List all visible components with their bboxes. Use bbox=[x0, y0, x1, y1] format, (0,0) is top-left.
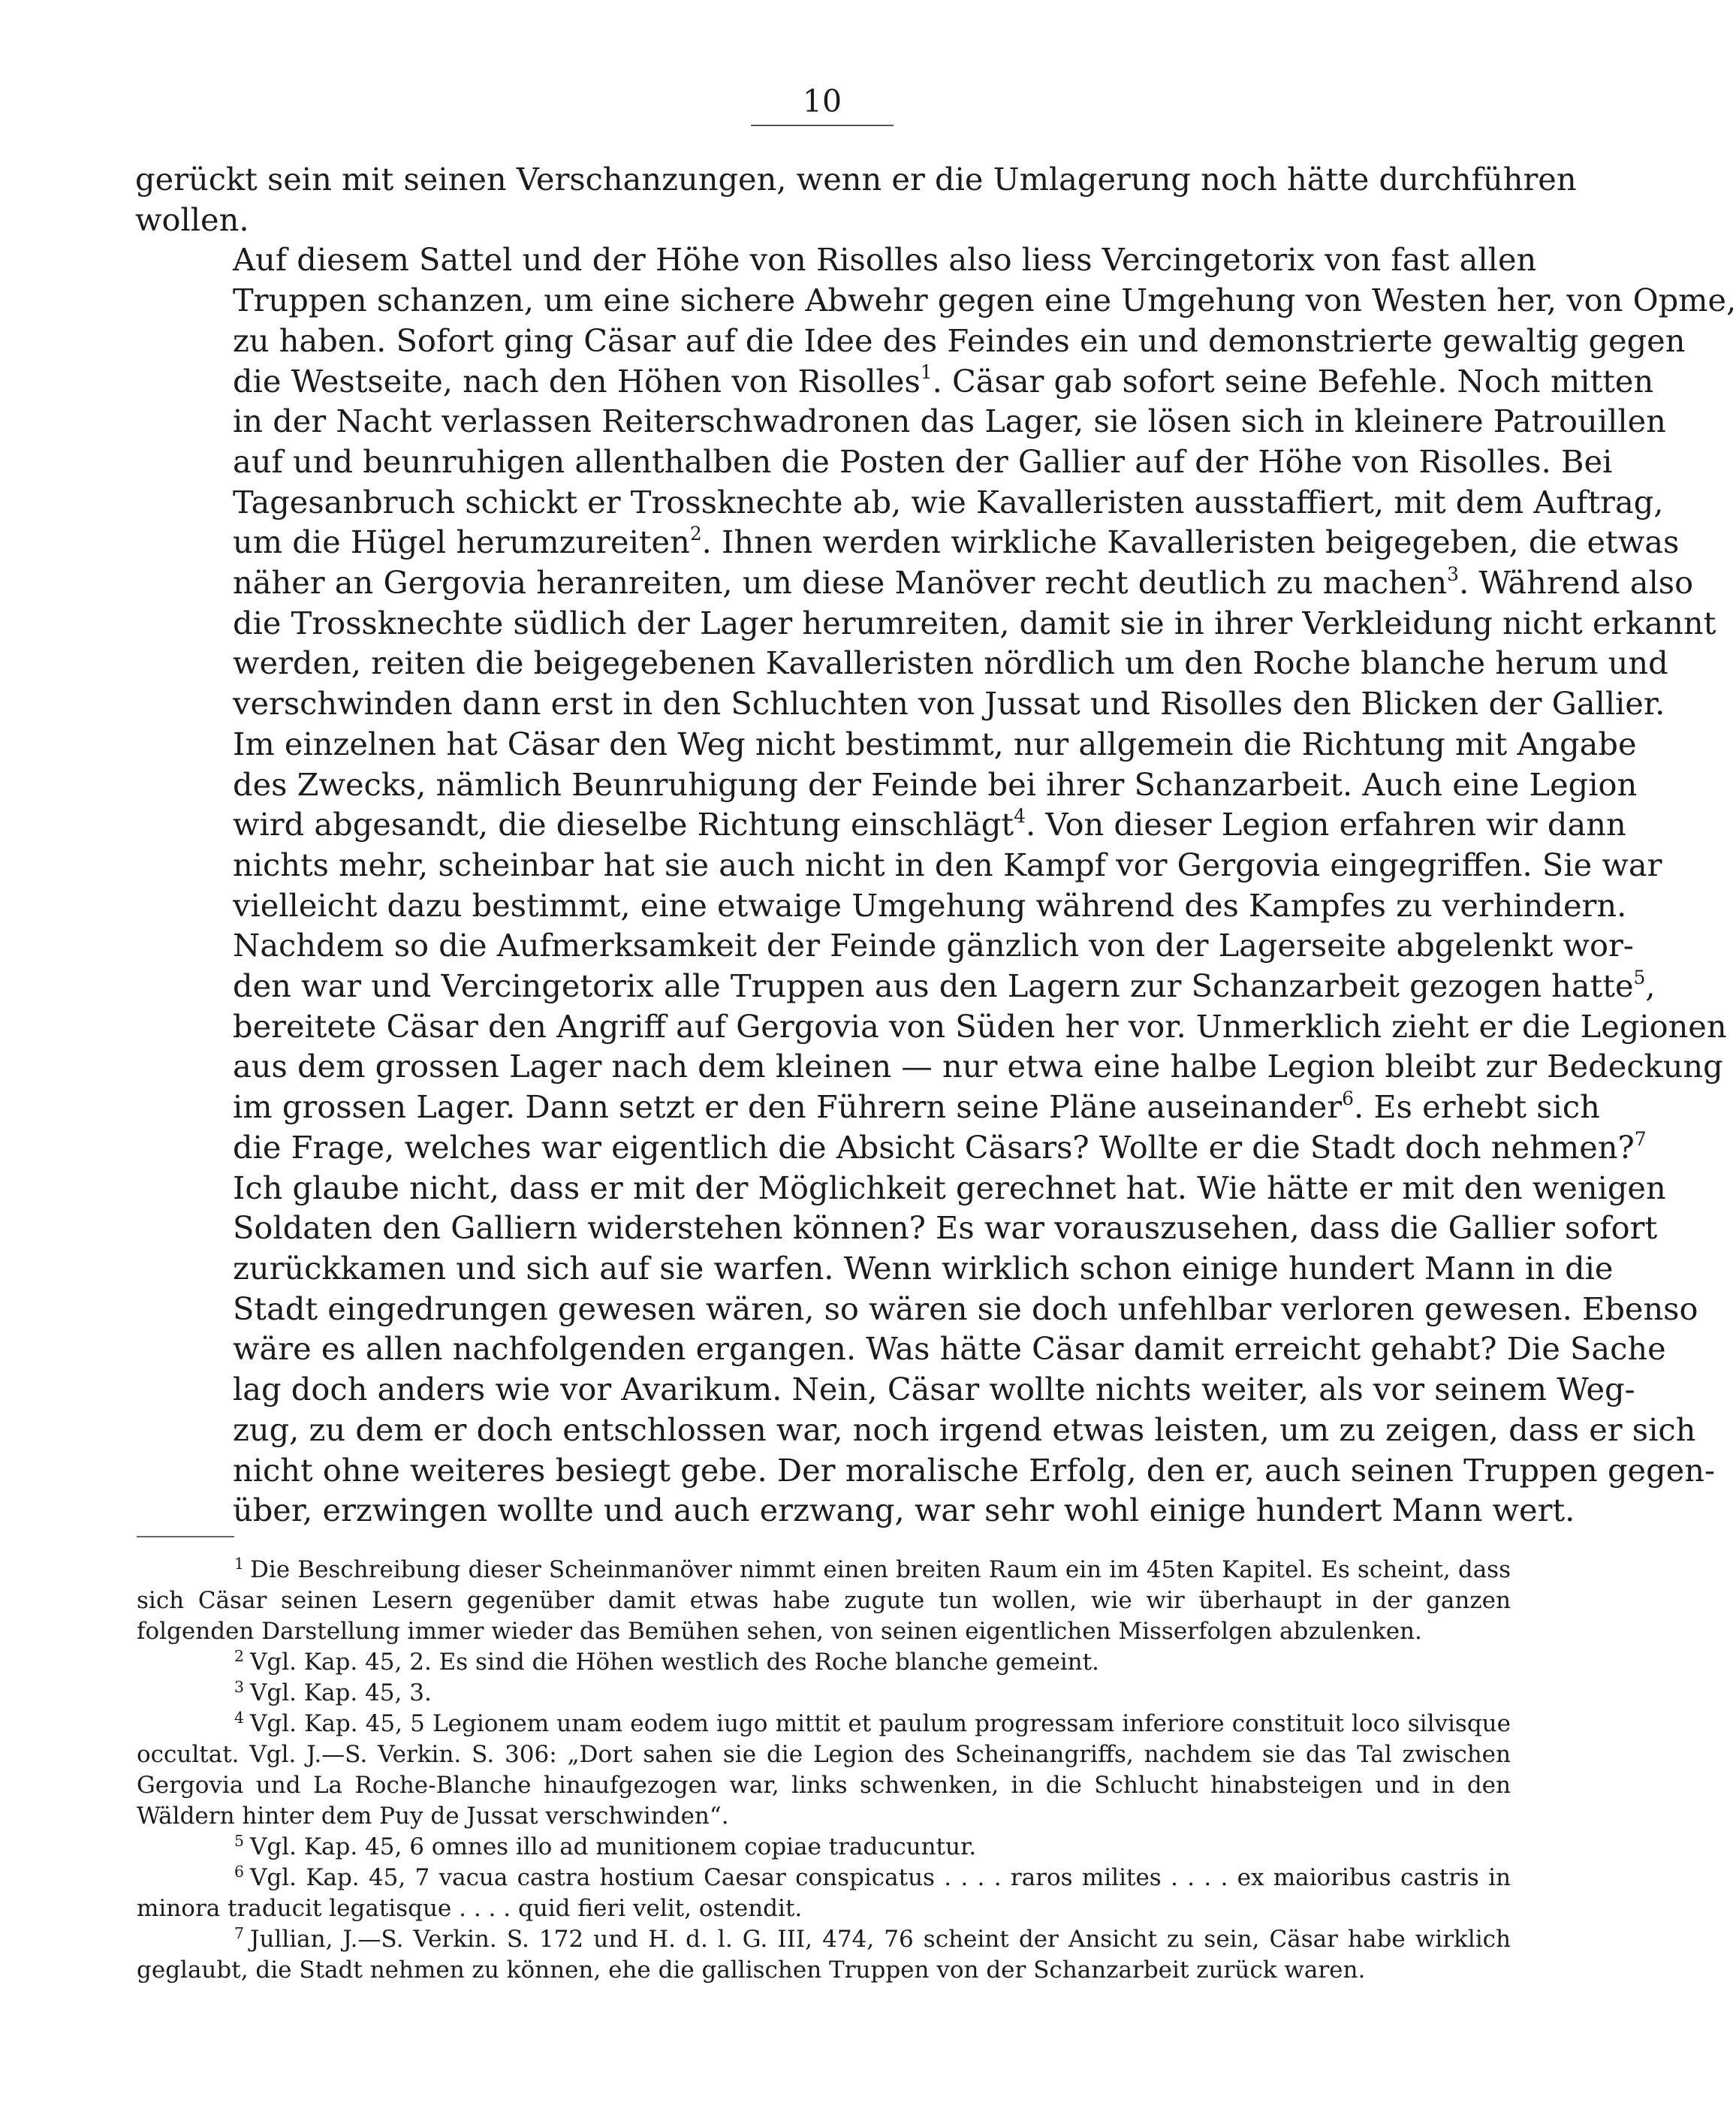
footnote-text: Vgl. Kap. 45, 5 Legionem unam eodem iugo mittit et paulum progressam inferiore constituit loco silvisque occultat. Vgl. J.—S. Verkin. S. 306: „Dort sahen sie die Legion des Scheinangriffs, nachdem sie das Tal zwischen Gergovia und La Roche-Blanche hinaufgezogen war, links schwenken, in die Schlucht hinabsteigen und in den Wäldern hinter dem Puy de Jussat verschwinden“. bbox=[137, 1710, 1511, 1830]
footnote-marker: 6 bbox=[234, 1862, 245, 1881]
text-line bbox=[135, 1490, 1575, 1531]
line-text: auf und beunruhigen allenthalben die Posten der Gallier auf der Höhe von Risolles. Bei bbox=[233, 442, 1613, 480]
line-text: über, erzwingen wollte und auch erzwang, war sehr wohl einige hundert Mann wert. bbox=[233, 1492, 1575, 1529]
footnote-4 bbox=[137, 1709, 1511, 1832]
line-text-continued: . Von dieser Legion erfahren wir dann bbox=[1025, 806, 1626, 843]
line-text: wäre es allen nachfolgenden ergangen. Was hätte Cäsar damit erreicht gehabt? Die Sache bbox=[233, 1330, 1666, 1368]
footnote-marker: 1 bbox=[234, 1554, 245, 1573]
page-number: 10 bbox=[751, 83, 894, 126]
footnote-reference: 6 bbox=[1342, 1087, 1354, 1109]
footnotes bbox=[137, 1555, 1511, 1986]
text-line bbox=[135, 563, 1694, 603]
line-text: in der Nacht verlassen Reiterschwadronen das Lager, sie lösen sich in kleinere Patrouillen bbox=[233, 403, 1666, 440]
text-line bbox=[135, 925, 1634, 966]
paragraph-3 bbox=[135, 925, 1727, 1531]
footnote-7 bbox=[137, 1924, 1511, 1986]
footnote-text: Jullian, J.—S. Verkin. S. 172 und H. d. l. G. III, 474, 76 scheint der Ansicht zu sein, Cäsar habe wirklich geglaubt, die Stadt nehmen zu können, ehe die gallischen Truppen von der Schanzarbeit zurück waren. bbox=[137, 1926, 1511, 1984]
line-text: zurückkamen und sich auf sie warfen. Wenn wirklich schon einige hundert Mann in die bbox=[233, 1249, 1614, 1287]
line-text: die Westseite, nach den Höhen von Risolles bbox=[233, 362, 921, 400]
footnote-3 bbox=[137, 1678, 1511, 1709]
footnote-marker: 5 bbox=[234, 1831, 245, 1850]
text-line bbox=[135, 643, 1668, 683]
line-text: im grossen Lager. Dann setzt er den Führern seine Pläne auseinander bbox=[233, 1088, 1343, 1126]
line-text: die Trossknechte südlich der Lager herumreiten, damit sie in ihrer Verkleidung nicht erkannt bbox=[233, 604, 1716, 641]
line-text: um die Hügel herumzureiten bbox=[233, 523, 690, 561]
footnote-text: Die Beschreibung dieser Scheinmanöver nimmt einen breiten Raum ein im 45ten Kapitel. Es scheint, dass sich Cäsar seinen Lesern gegenüber damit etwas habe zugute tun wollen, wie wir überhaupt in der ganzen folgenden Darstellung immer wieder das Bemühen sehen, von seinen eigentlichen Misserfolgen abzulenken. bbox=[137, 1556, 1511, 1645]
text-line bbox=[135, 1087, 1600, 1127]
footnote-text: Vgl. Kap. 45, 2. Es sind die Höhen westlich des Roche blanche gemeint. bbox=[250, 1649, 1099, 1676]
footnote-1 bbox=[137, 1555, 1511, 1647]
line-text: Stadt eingedrungen gewesen wären, so wären sie doch unfehlbar verloren gewesen. Ebenso bbox=[233, 1290, 1698, 1327]
footnote-5 bbox=[137, 1832, 1511, 1863]
footnote-reference: 3 bbox=[1447, 563, 1459, 585]
text-line bbox=[135, 1289, 1698, 1329]
line-text-continued: . Während also bbox=[1458, 564, 1694, 602]
text-line bbox=[135, 482, 1664, 523]
footnote-reference: 4 bbox=[1014, 804, 1026, 827]
footnote-reference: 2 bbox=[689, 523, 702, 545]
text-line bbox=[135, 1006, 1727, 1047]
line-text: des Zwecks, nämlich Beunruhigung der Feinde bei ihrer Schanzarbeit. Auch eine Legion bbox=[233, 765, 1638, 803]
footnote-reference: 7 bbox=[1634, 1127, 1647, 1150]
line-text: Im einzelnen hat Cäsar den Weg nicht bestimmt, nur allgemein die Richtung mit Angabe bbox=[233, 725, 1637, 762]
line-text: vielleicht dazu bestimmt, eine etwaige Umgehung während des Kampfes zu verhindern. bbox=[233, 886, 1627, 924]
text-line bbox=[135, 1208, 1658, 1248]
text-line: wollen. bbox=[135, 201, 249, 238]
line-text-continued: . Es erhebt sich bbox=[1353, 1088, 1600, 1126]
text-line bbox=[135, 845, 1662, 886]
footnote-text: Vgl. Kap. 45, 7 vacua castra hostium Caesar conspicatus . . . . raros milites . . . . ex maioribus castris in minora traducit legatisque . . . . quid fieri velit, ostendit. bbox=[137, 1864, 1511, 1922]
line-text: Nachdem so die Aufmerksamkeit der Feinde gänzlich von der Lagerseite abgelenkt wor- bbox=[233, 927, 1634, 964]
footnote-marker: 3 bbox=[234, 1677, 245, 1696]
footnote-reference: 5 bbox=[1633, 966, 1646, 988]
line-text: wird abgesandt, die dieselbe Richtung einschlägt bbox=[233, 806, 1014, 843]
main-text bbox=[135, 159, 1736, 1531]
text-line bbox=[135, 1369, 1635, 1410]
text-line bbox=[135, 522, 1680, 563]
line-text: Truppen schanzen, um eine sichere Abwehr gegen eine Umgehung von Westen her, von Opme, bbox=[233, 282, 1736, 319]
text-line bbox=[135, 442, 1613, 482]
line-text-continued: , bbox=[1645, 967, 1656, 1005]
line-text: die Frage, welches war eigentlich die Absicht Cäsars? Wollte er die Stadt doch nehmen? bbox=[233, 1128, 1635, 1166]
footnote-marker: 2 bbox=[234, 1646, 245, 1665]
footnote-marker: 7 bbox=[234, 1923, 245, 1942]
footnote-text: Vgl. Kap. 45, 3. bbox=[250, 1679, 432, 1706]
text-line bbox=[135, 401, 1666, 442]
text-line bbox=[135, 1127, 1647, 1168]
text-line bbox=[135, 1450, 1715, 1491]
line-text: nicht ohne weiteres besiegt gebe. Der moralische Erfolg, den er, auch seinen Truppen gegen- bbox=[233, 1451, 1715, 1489]
line-text-continued: . Cäsar gab sofort seine Befehle. Noch mitten bbox=[932, 362, 1654, 400]
footnote-divider bbox=[137, 1536, 234, 1537]
text-line bbox=[135, 1329, 1666, 1369]
line-text: Soldaten den Galliern widerstehen können? Es war vorauszusehen, dass die Gallier sofort bbox=[233, 1209, 1658, 1247]
footnote-2 bbox=[137, 1647, 1511, 1678]
line-text: bereitete Cäsar den Angriff auf Gergovia von Süden her vor. Unmerklich zieht er die Legionen bbox=[233, 1007, 1727, 1045]
text-line bbox=[135, 321, 1686, 361]
text-line bbox=[135, 966, 1656, 1006]
footnote-text: Vgl. Kap. 45, 6 omnes illo ad munitionem copiae traducuntur. bbox=[250, 1833, 977, 1860]
line-text: werden, reiten die beigegebenen Kavalleristen nördlich um den Roche blanche herum und bbox=[233, 644, 1668, 682]
line-text: Auf diesem Sattel und der Höhe von Risolles also liess Vercingetorix von fast allen bbox=[233, 241, 1537, 279]
line-text: lag doch anders wie vor Avarikum. Nein, Cäsar wollte nichts weiter, als vor seinem Weg- bbox=[233, 1371, 1635, 1408]
line-text: näher an Gergovia heranreiten, um diese Manöver recht deutlich zu machen bbox=[233, 564, 1448, 602]
line-text: den war und Vercingetorix alle Truppen aus den Lagern zur Schanzarbeit gezogen hatte bbox=[233, 967, 1634, 1005]
text-line bbox=[135, 804, 1626, 845]
footnote-reference: 1 bbox=[920, 361, 933, 384]
footnote-6 bbox=[137, 1863, 1511, 1924]
text-line bbox=[135, 724, 1637, 765]
line-text: zug, zu dem er doch entschlossen war, noch irgend etwas leisten, um zu zeigen, dass er sich bbox=[233, 1410, 1696, 1448]
line-text: zu haben. Sofort ging Cäsar auf die Idee des Feindes ein und demonstrierte gewaltig gegen bbox=[233, 321, 1686, 359]
text-line bbox=[135, 765, 1638, 805]
line-text-continued: . Ihnen werden wirkliche Kavalleristen beigegeben, die etwas bbox=[701, 523, 1680, 561]
text-line: gerückt sein mit seinen Verschanzungen, wenn er die Umlagerung noch hätte durchführen bbox=[135, 161, 1577, 198]
paragraph-1 bbox=[135, 159, 1577, 240]
text-line bbox=[135, 1046, 1723, 1087]
line-text: aus dem grossen Lager nach dem kleinen — nur etwa eine halbe Legion bleibt zur Bedeckung bbox=[233, 1048, 1723, 1085]
text-line bbox=[135, 1168, 1666, 1208]
text-line bbox=[135, 240, 1537, 280]
line-text: verschwinden dann erst in den Schluchten von Jussat und Risolles den Blicken der Gallier. bbox=[233, 685, 1665, 723]
text-line bbox=[135, 603, 1716, 644]
text-line bbox=[135, 683, 1665, 724]
footnote-marker: 4 bbox=[234, 1708, 245, 1727]
text-line bbox=[135, 361, 1654, 402]
paragraph-2 bbox=[135, 240, 1736, 925]
line-text: Tagesanbruch schickt er Trossknechte ab, wie Kavalleristen ausstaffiert, mit dem Auftrag, bbox=[233, 483, 1664, 520]
line-text: Ich glaube nicht, dass er mit der Möglichkeit gerechnet hat. Wie hätte er mit den wenigen bbox=[233, 1169, 1666, 1206]
text-line bbox=[135, 886, 1627, 926]
text-line bbox=[135, 1410, 1696, 1450]
line-text: nichts mehr, scheinbar hat sie auch nicht in den Kampf vor Gergovia eingegriffen. Sie war bbox=[233, 846, 1662, 883]
text-line bbox=[135, 1248, 1614, 1289]
text-line bbox=[135, 280, 1736, 321]
